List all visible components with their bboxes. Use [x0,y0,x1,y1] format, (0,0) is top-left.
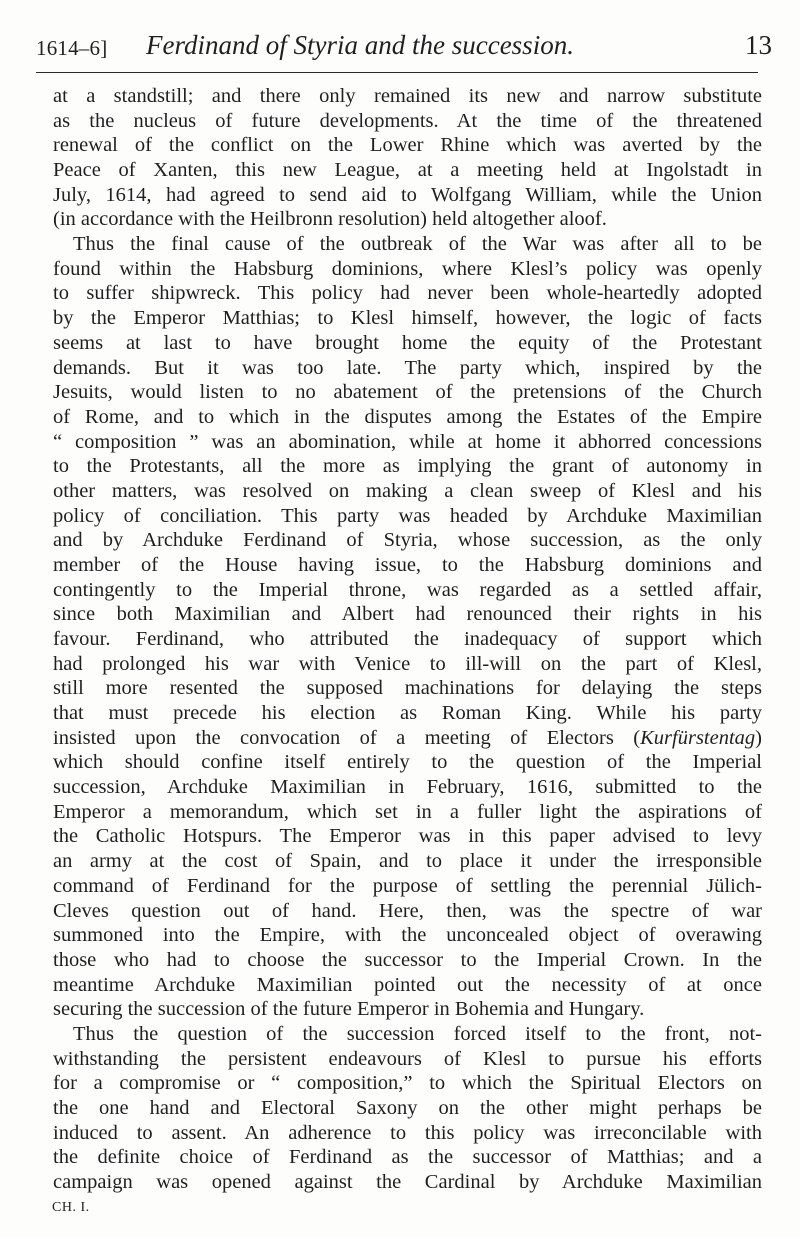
text-line: Emperor a memorandum, which set in a fuller light the aspirations of [53,801,762,823]
text-line: member of the House having issue, to the Habsburg dominions and [53,554,762,576]
text-line: meantime Archduke Maximilian pointed out the necessity of at once [53,974,762,996]
running-title: Ferdinand of Styria and the succession. [146,30,574,60]
text-line: summoned into the Empire, with the unconcealed object of overawing [53,924,762,946]
text-line: demands. But it was too late. The party which, inspired by the [53,357,762,379]
text-line: Cleves question out of hand. Here, then, was the spectre of war [53,900,762,922]
text-line: induced to assent. An adherence to this policy was irreconcilable with [53,1122,762,1144]
text-line: to suffer shipwreck. This policy had never been whole-heartedly adopted [53,282,762,304]
text-line: since both Maximilian and Albert had renounced their rights in his [53,603,762,625]
text-line: contingently to the Imperial throne, was regarded as a settled affair, [53,579,762,601]
text-line: found within the Habsburg dominions, where Klesl’s policy was openly [53,258,762,280]
text-line-with-italic [53,726,762,751]
text-line: those who had to choose the successor to the Imperial Crown. In the [53,949,762,971]
text-line: Thus the final cause of the outbreak of the War was after all to be [73,233,762,255]
text-line: Thus the question of the succession forced itself to the front, not- [73,1023,762,1045]
text-line: as the nucleus of future developments. At the time of the threatened [53,110,762,132]
chapter-signature: CH. I. [52,1200,90,1215]
text-line: securing the succession of the future Emperor in Bohemia and Hungary. [53,998,645,1020]
text-line: which should confine itself entirely to the question of the Imperial [53,751,762,773]
text-line: (in accordance with the Heilbronn resolution) held altogether aloof. [53,208,607,230]
text-line: “ composition ” was an abomination, while at home it abhorred concessions [53,431,762,453]
text-line: had prolonged his war with Venice to ill-will on the part of Klesl, [53,653,762,675]
text-line: the one hand and Electoral Saxony on the other might perhaps be [53,1097,762,1119]
text-line: favour. Ferdinand, who attributed the inadequacy of support which [53,628,762,650]
date-range: 1614–6] [36,36,108,60]
text-line: and by Archduke Ferdinand of Styria, whose succession, as the only [53,529,762,551]
text-line: the Catholic Hotspurs. The Emperor was in this paper advised to levy [53,825,762,847]
text-line: by the Emperor Matthias; to Klesl himself, however, the logic of facts [53,307,762,329]
text-line: withstanding the persistent endeavours of Klesl to pursue his efforts [53,1048,762,1070]
text-line: Jesuits, would listen to no abatement of the pretensions of the Church [53,381,762,403]
text-line: Peace of Xanten, this new League, at a meeting held at Ingolstadt in [53,159,762,181]
text-line: campaign was opened against the Cardinal by Archduke Maximilian [53,1171,762,1193]
page-number: 13 [745,30,772,60]
text-line: that must precede his election as Roman King. While his party [53,702,762,724]
text-line: at a standstill; and there only remained its new and narrow substitute [53,85,762,107]
text-segment: ) [755,727,762,749]
text-line: the definite choice of Ferdinand as the successor of Matthias; and a [53,1146,762,1168]
text-line: an army at the cost of Spain, and to place it under the irresponsible [53,850,762,872]
text-line: to the Protestants, all the more as implying the grant of autonomy in [53,455,762,477]
text-line: policy of conciliation. This party was headed by Archduke Maximilian [53,505,762,527]
text-line: for a compromise or “ composition,” to which the Spiritual Electors on [53,1072,762,1094]
text-line: still more resented the supposed machinations for delaying the steps [53,677,762,699]
text-segment: insisted upon the convocation of a meeting of Electors ( [53,727,641,749]
text-line: command of Ferdinand for the purpose of settling the perennial Jülich- [53,875,762,897]
text-line: renewal of the conflict on the Lower Rhine which was averted by the [53,134,762,156]
text-line: seems at last to have brought home the equity of the Protestant [53,332,762,354]
text-line: succession, Archduke Maximilian in February, 1616, submitted to the [53,776,762,798]
text-line: of Rome, and to which in the disputes among the Estates of the Empire [53,406,762,428]
text-line: other matters, was resolved on making a clean sweep of Klesl and his [53,480,762,502]
italic-term: Kurfürstentag [640,727,756,749]
text-line: July, 1614, had agreed to send aid to Wolfgang William, while the Union [53,184,762,206]
